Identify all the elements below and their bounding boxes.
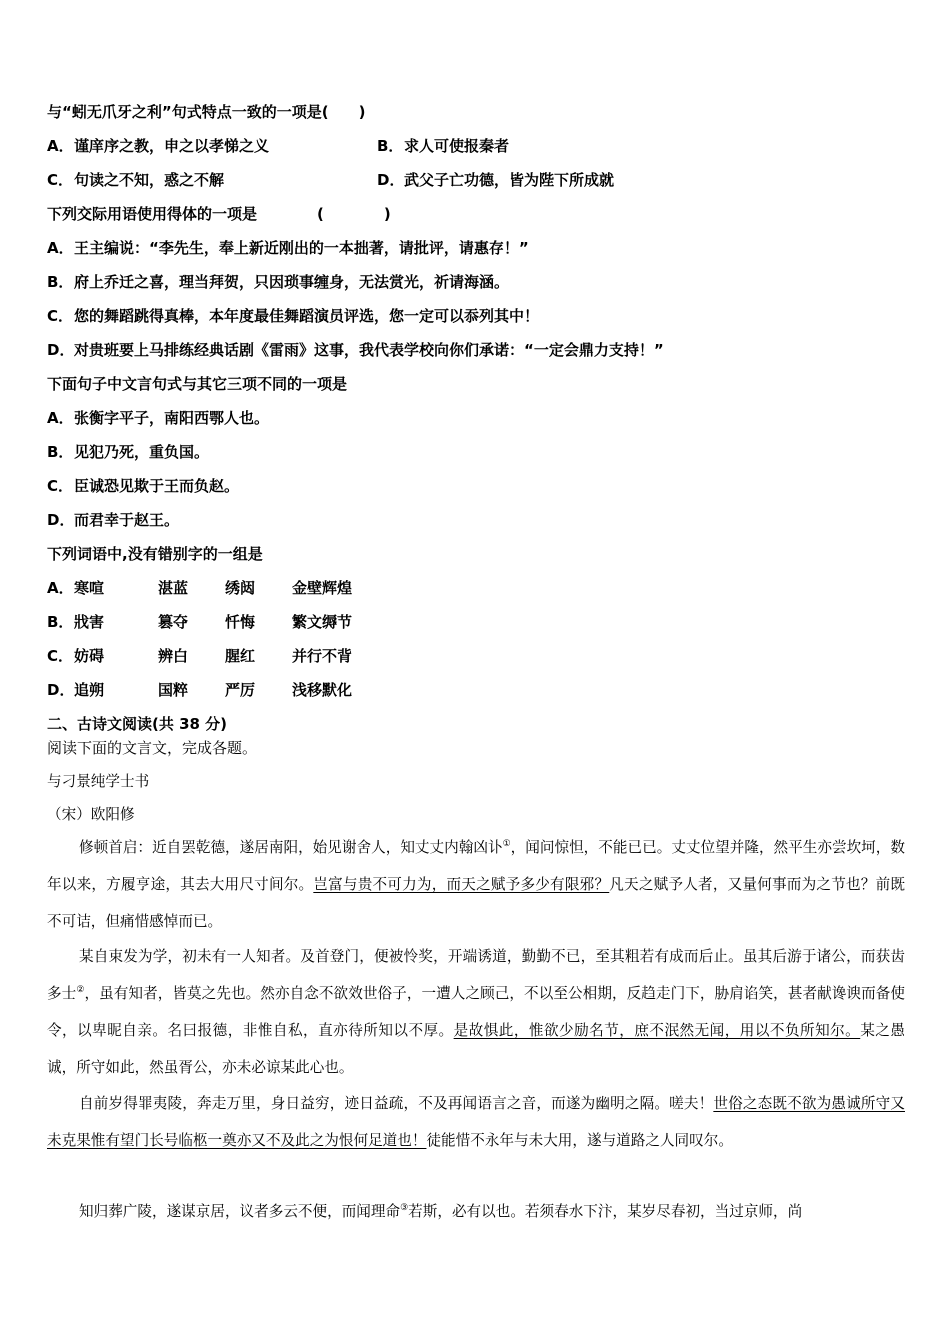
q1-option-d — [377, 170, 614, 190]
q4-row-c-word: 并行不背 — [292, 647, 353, 665]
q4-row-c-word: 妨碍 — [74, 647, 105, 665]
q4-row-a-label: A． — [47, 579, 74, 597]
underlined-sentence: 岂富与贵不可力为，而天之赋予多少有限邪？ — [313, 876, 610, 893]
q4-row-d-word: 追朔 — [74, 681, 105, 699]
option-text: 王主编说：“李先生，奉上新近刚出的一本拙著，请批评，请惠存！” — [74, 239, 529, 257]
option-text: 您的舞蹈跳得真棒，本年度最佳舞蹈演员评选，您一定可以忝列其中！ — [74, 307, 540, 325]
passage-paragraph-1 — [47, 829, 905, 940]
q2-option-c — [47, 306, 539, 326]
q4-row-d-word: 国粹 — [158, 681, 189, 699]
q3-option-c — [47, 476, 239, 496]
q2-stem — [47, 204, 391, 224]
underlined-sentence: 是故惧此，惟欲少励名节，庶不泯然无闻，用以不负所知尔。 — [453, 1022, 861, 1039]
option-label: A． — [47, 137, 74, 155]
q4-row-a-word: 湛蓝 — [158, 579, 189, 597]
option-label: B． — [47, 443, 74, 461]
q1-stem: 与“蚓无爪牙之利”句式特点一致的一项是( ) — [47, 103, 366, 121]
passage-paragraph-3 — [47, 1085, 905, 1159]
option-label: A． — [47, 409, 74, 427]
option-label: C． — [47, 477, 74, 495]
q4-row-b-label: B． — [47, 613, 74, 631]
text-span: 修顿首启：近自罢乾德，遂居南阳，始见谢舍人，知丈丈内翰凶讣 — [79, 839, 503, 856]
option-text: 谨庠序之教，申之以孝悌之义 — [74, 137, 270, 155]
option-label: A． — [47, 239, 74, 257]
q4-row-b-word: 戕害 — [74, 613, 105, 631]
q2-option-b — [47, 272, 509, 292]
option-label: C． — [47, 307, 74, 325]
text-span: 自前岁得罪夷陵，奔走万里，身日益穷，迹日益疏，不及再闻语言之音，而遂为幽明之隔。嗟夫！ — [79, 1095, 714, 1112]
option-text: 对贵班要上马排练经典话剧《雷雨》这事，我代表学校向你们承诺：“一定会鼎力支持！” — [74, 341, 664, 359]
passage-author: （宋）欧阳修 — [47, 806, 135, 823]
option-label: D． — [377, 171, 405, 189]
option-label: C． — [47, 171, 74, 189]
text-span: 某自束发为学，初未有一人知者。及首登门，便被怜奖，开端诱道，勤勤不已，至其粗若有成而后止。虽其后游于诸公，而获齿多士 — [47, 948, 905, 1002]
q1-option-c — [47, 170, 224, 190]
passage-paragraph-4 — [47, 1193, 905, 1230]
text-span: 知归葬广陵，遂谋京居，议者多云不便，而闻理命 — [79, 1203, 401, 1220]
text-span: 某之愚诚，所守如此，然虽胥公，亦未必谅某此心也。 — [47, 1022, 905, 1076]
option-text: 府上乔迁之喜，理当拜贺，只因琐事缠身，无法赏光，祈请海涵。 — [74, 273, 510, 291]
option-text: 见犯乃死，重负国。 — [74, 443, 210, 461]
option-text: 臣诚恐见欺于王而负赵。 — [74, 477, 240, 495]
q1-option-b — [377, 136, 509, 156]
section-heading: 二、古诗文阅读(共 38 分) — [47, 715, 228, 733]
q3-option-a — [47, 408, 269, 428]
option-label: B． — [377, 137, 404, 155]
text-span: 若斯，必有以也。若须春水下汴，某岁尽春初，当过京师，尚 — [408, 1203, 803, 1220]
q4-row-b-word: 繁文缛节 — [292, 613, 353, 631]
text-span: ，闻问惊怛，不能已已。丈丈位望并隆，然平生亦尝坎坷，数年以来，方履亨途，其去大用尺寸间尔。 — [47, 839, 905, 893]
q2-stem-text: 下列交际用语使用得体的一项是 — [47, 205, 258, 223]
q3-option-b — [47, 442, 209, 462]
underlined-sentence: 世俗之态既不欲为愚诚所守又未克果惟有望门长号临柩一奠亦又不及此之为恨何足道也！ — [47, 1095, 905, 1149]
option-text: 武父子亡功德，皆为陛下所成就 — [404, 171, 615, 189]
reading-instruction: 阅读下面的文言文，完成各题。 — [47, 739, 258, 757]
option-label: B． — [47, 273, 74, 291]
q4-row-c-word: 辨白 — [158, 647, 189, 665]
q2-answer-bracket: ( ) — [317, 205, 391, 223]
footnote-marker: ③ — [400, 1203, 409, 1213]
passage-title: 与刁景纯学士书 — [47, 773, 150, 790]
q3-stem: 下面句子中文言句式与其它三项不同的一项是 — [47, 375, 348, 393]
footnote-marker: ② — [76, 985, 85, 995]
option-label: D． — [47, 511, 75, 529]
option-text: 而君幸于赵王。 — [74, 511, 180, 529]
option-text: 句读之不知，惑之不解 — [74, 171, 225, 189]
footnote-marker: ① — [502, 839, 511, 849]
option-text: 张衡字平子，南阳西鄂人也。 — [74, 409, 270, 427]
q4-row-a-word: 绣闼 — [225, 579, 256, 597]
text-span: ，虽有知者，皆莫之先也。然亦自念不欲效世俗子，一遭人之顾己，不以至公相期，反趋走门下，胁肩谄笑，甚者献谗谀而备使令，以卑昵自亲。名曰报德，非惟自私，直亦待所知以不厚。 — [47, 985, 905, 1039]
option-label: D． — [47, 341, 75, 359]
passage-paragraph-2 — [47, 938, 905, 1086]
q3-option-d — [47, 510, 179, 530]
q4-row-c-label: C． — [47, 647, 74, 665]
text-span: 徒能惜不永年与未大用，遂与道路之人同叹尔。 — [426, 1132, 733, 1149]
q4-row-b-word: 忏悔 — [225, 613, 256, 631]
q2-option-a — [47, 238, 529, 258]
option-text: 求人可使报秦者 — [404, 137, 510, 155]
q4-row-d-word: 浅移默化 — [292, 681, 353, 699]
q4-row-a-word: 金壁辉煌 — [292, 579, 353, 597]
q4-row-a-word: 寒喧 — [74, 579, 105, 597]
q2-option-d — [47, 340, 664, 360]
q1-option-a — [47, 136, 269, 156]
q4-row-d-label: D． — [47, 681, 75, 699]
text-span: 凡天之赋予人者，又量何事而为之节也？前既不可诘，但痛惜感悼而已。 — [47, 876, 905, 930]
q4-row-d-word: 严厉 — [225, 681, 256, 699]
q4-row-b-word: 篡夺 — [158, 613, 189, 631]
q4-row-c-word: 腥红 — [225, 647, 256, 665]
q4-stem: 下列词语中,没有错别字的一组是 — [47, 545, 263, 563]
